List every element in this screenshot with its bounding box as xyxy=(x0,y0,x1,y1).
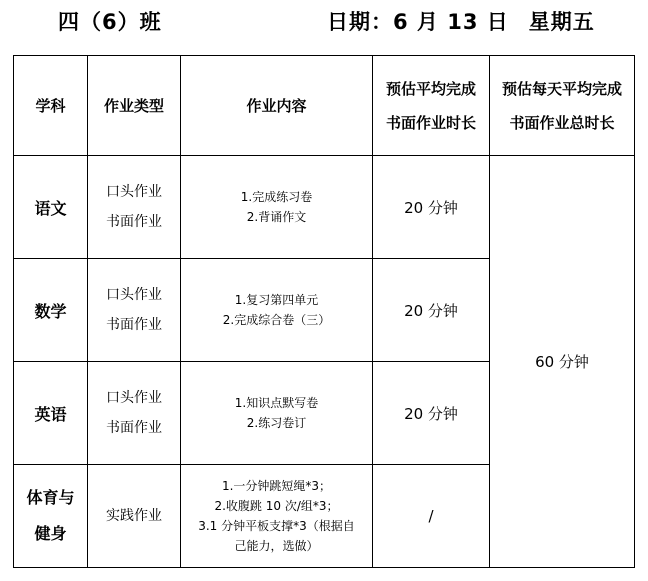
subject-cell: 英语 xyxy=(14,362,88,465)
date-line xyxy=(327,6,595,36)
weekday-text: 星期五 xyxy=(528,10,595,34)
content-line: 2.背诵作文 xyxy=(246,210,307,224)
col-header-daily-total xyxy=(490,56,635,156)
type-line: 口头作业 xyxy=(106,390,162,406)
header-row xyxy=(14,56,635,156)
type-line: 口头作业 xyxy=(106,184,162,200)
type-cell xyxy=(88,156,181,259)
time-cell: 20 分钟 xyxy=(373,362,490,465)
col-header-content: 作业内容 xyxy=(181,56,373,156)
time-cell: 20 分钟 xyxy=(373,156,490,259)
time-cell: 20 分钟 xyxy=(373,259,490,362)
col-header-subject: 学科 xyxy=(14,56,88,156)
type-cell xyxy=(88,259,181,362)
type-line: 书面作业 xyxy=(106,214,162,230)
table-row xyxy=(14,156,635,259)
content-cell xyxy=(181,156,373,259)
type-cell xyxy=(88,362,181,465)
col-header-daily-total-line: 书面作业总时长 xyxy=(509,113,615,132)
content-line: 2.完成综合卷（三） xyxy=(222,313,331,327)
content-line: 3.1 分钟平板支撑*3（根据自 xyxy=(198,519,355,533)
time-cell: / xyxy=(373,465,490,568)
content-cell xyxy=(181,259,373,362)
daily-total-cell: 60 分钟 xyxy=(490,156,635,568)
subject-line: 健身 xyxy=(34,524,67,543)
class-title: 四（6）班 xyxy=(58,10,162,34)
col-header-type: 作业类型 xyxy=(88,56,181,156)
content-line: 1.完成练习卷 xyxy=(240,190,313,204)
type-line: 书面作业 xyxy=(106,317,162,333)
content-line: 己能力，选做） xyxy=(234,539,319,553)
type-cell: 实践作业 xyxy=(88,465,181,568)
content-line: 2.练习卷订 xyxy=(246,416,307,430)
content-cell xyxy=(181,362,373,465)
homework-table xyxy=(13,55,635,568)
subject-line: 体育与 xyxy=(26,488,75,507)
type-line: 口头作业 xyxy=(106,287,162,303)
col-header-avg-time-line: 书面作业时长 xyxy=(385,113,476,132)
content-line: 2.收腹跳 10 次/组*3； xyxy=(214,499,339,513)
subject-cell: 数学 xyxy=(14,259,88,362)
content-line: 1.一分钟跳短绳*3； xyxy=(221,479,332,493)
content-line: 1.知识点默写卷 xyxy=(234,396,319,410)
type-line: 书面作业 xyxy=(106,420,162,436)
date-text: 日期：6 月 13 日 xyxy=(327,10,509,34)
content-line: 1.复习第四单元 xyxy=(234,293,319,307)
col-header-avg-time-line: 预估平均完成 xyxy=(385,79,476,98)
subject-cell xyxy=(14,465,88,568)
subject-cell: 语文 xyxy=(14,156,88,259)
col-header-daily-total-line: 预估每天平均完成 xyxy=(501,79,622,98)
content-cell xyxy=(181,465,373,568)
col-header-avg-time xyxy=(373,56,490,156)
